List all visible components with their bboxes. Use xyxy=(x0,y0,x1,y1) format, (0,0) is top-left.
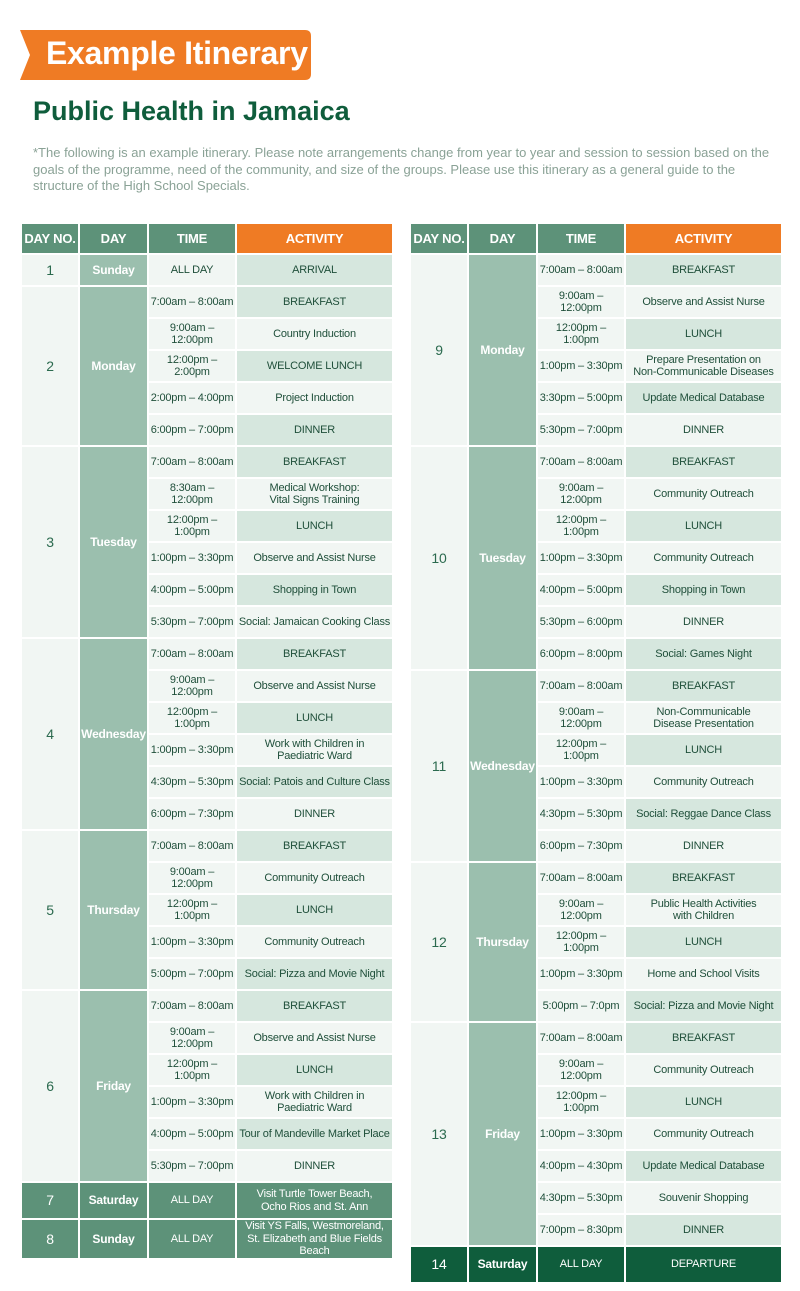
day-number: 2 xyxy=(22,287,78,445)
table-row xyxy=(22,639,392,669)
header-activity: ACTIVITY xyxy=(237,224,392,253)
table-row xyxy=(22,287,392,317)
day-number: 11 xyxy=(411,671,467,861)
activity-cell: Observe and Assist Nurse xyxy=(237,671,392,701)
time-cell: 1:00pm – 3:30pm xyxy=(149,543,235,573)
time-cell: 5:00pm – 7:0pm xyxy=(538,991,624,1021)
table-row xyxy=(411,255,781,285)
activity-cell: Community Outreach xyxy=(237,927,392,957)
activity-cell: WELCOME LUNCH xyxy=(237,351,392,381)
activity-cell: Visit Turtle Tower Beach, Ocho Rios and St. Ann xyxy=(237,1183,392,1218)
activity-cell: Observe and Assist Nurse xyxy=(626,287,781,317)
time-cell: 5:30pm – 7:00pm xyxy=(538,415,624,445)
time-cell: 1:00pm – 3:30pm xyxy=(149,735,235,765)
time-cell: 8:30am – 12:00pm xyxy=(149,479,235,509)
day-name: Tuesday xyxy=(80,447,147,637)
time-cell: 7:00am – 8:00am xyxy=(149,287,235,317)
day-name: Tuesday xyxy=(469,447,536,669)
activity-cell: LUNCH xyxy=(626,927,781,957)
time-cell: 4:30pm – 5:30pm xyxy=(149,767,235,797)
time-cell: 7:00am – 8:00am xyxy=(149,831,235,861)
day-number: 8 xyxy=(22,1220,78,1258)
page-title: Example Itinerary xyxy=(46,35,308,71)
day-name: Saturday xyxy=(469,1247,536,1282)
activity-cell: DINNER xyxy=(626,1215,781,1245)
activity-cell: DINNER xyxy=(237,1151,392,1181)
activity-cell: BREAKFAST xyxy=(237,639,392,669)
activity-cell: BREAKFAST xyxy=(237,831,392,861)
day-number: 9 xyxy=(411,255,467,445)
time-cell: 1:00pm – 3:30pm xyxy=(538,351,624,381)
day-number: 1 xyxy=(22,255,78,285)
activity-cell: Update Medical Database xyxy=(626,383,781,413)
activity-cell: Community Outreach xyxy=(237,863,392,893)
time-cell: ALL DAY xyxy=(149,255,235,285)
time-cell: 9:00am – 12:00pm xyxy=(149,863,235,893)
activity-cell: ARRIVAL xyxy=(237,255,392,285)
time-cell: 6:00pm – 8:00pm xyxy=(538,639,624,669)
activity-cell: DEPARTURE xyxy=(626,1247,781,1282)
time-cell: 7:00am – 8:00am xyxy=(149,639,235,669)
time-cell: 5:30pm – 7:00pm xyxy=(149,607,235,637)
activity-cell: LUNCH xyxy=(237,895,392,925)
table-row xyxy=(22,991,392,1021)
activity-cell: Community Outreach xyxy=(626,1055,781,1085)
time-cell: 5:30pm – 6:00pm xyxy=(538,607,624,637)
time-cell: 5:30pm – 7:00pm xyxy=(149,1151,235,1181)
time-cell: 9:00am – 12:00pm xyxy=(538,895,624,925)
activity-cell: Update Medical Database xyxy=(626,1151,781,1181)
activity-cell: Project Induction xyxy=(237,383,392,413)
time-cell: 6:00pm – 7:30pm xyxy=(538,831,624,861)
time-cell: 12:00pm – 1:00pm xyxy=(538,927,624,957)
time-cell: 12:00pm – 1:00pm xyxy=(149,1055,235,1085)
time-cell: 12:00pm – 1:00pm xyxy=(149,703,235,733)
activity-cell: BREAKFAST xyxy=(626,447,781,477)
activity-cell: Souvenir Shopping xyxy=(626,1183,781,1213)
table-row xyxy=(411,1247,781,1282)
activity-cell: Community Outreach xyxy=(626,543,781,573)
time-cell: 7:00pm – 8:30pm xyxy=(538,1215,624,1245)
activity-cell: LUNCH xyxy=(237,703,392,733)
day-number: 3 xyxy=(22,447,78,637)
time-cell: 12:00pm – 1:00pm xyxy=(538,511,624,541)
time-cell: 4:30pm – 5:30pm xyxy=(538,799,624,829)
activity-cell: BREAKFAST xyxy=(626,1023,781,1053)
activity-cell: DINNER xyxy=(237,415,392,445)
time-cell: ALL DAY xyxy=(149,1183,235,1218)
time-cell: 9:00am – 12:00pm xyxy=(149,319,235,349)
day-name: Friday xyxy=(80,991,147,1181)
day-name: Monday xyxy=(469,255,536,445)
activity-cell: Social: Pizza and Movie Night xyxy=(626,991,781,1021)
day-number: 4 xyxy=(22,639,78,829)
header-day: DAY xyxy=(469,224,536,253)
activity-cell: Work with Children in Paediatric Ward xyxy=(237,1087,392,1117)
table-row xyxy=(411,671,781,701)
activity-cell: BREAKFAST xyxy=(626,255,781,285)
activity-cell: Social: Jamaican Cooking Class xyxy=(237,607,392,637)
program-title: Public Health in Jamaica xyxy=(33,96,350,126)
time-cell: 6:00pm – 7:00pm xyxy=(149,415,235,445)
activity-cell: LUNCH xyxy=(626,1087,781,1117)
time-cell: 4:00pm – 5:00pm xyxy=(538,575,624,605)
time-cell: 7:00am – 8:00am xyxy=(149,447,235,477)
activity-cell: BREAKFAST xyxy=(237,287,392,317)
time-cell: 2:00pm – 4:00pm xyxy=(149,383,235,413)
table-row xyxy=(22,1183,392,1218)
header-time: TIME xyxy=(149,224,235,253)
header-day-no: DAY NO. xyxy=(22,224,78,253)
day-number: 14 xyxy=(411,1247,467,1282)
time-cell: 7:00am – 8:00am xyxy=(538,255,624,285)
time-cell: ALL DAY xyxy=(538,1247,624,1282)
day-name: Monday xyxy=(80,287,147,445)
activity-cell: Community Outreach xyxy=(626,767,781,797)
header-activity: ACTIVITY xyxy=(626,224,781,253)
time-cell: 9:00am – 12:00pm xyxy=(538,1055,624,1085)
day-name: Saturday xyxy=(80,1183,147,1218)
time-cell: 3:30pm – 5:00pm xyxy=(538,383,624,413)
day-name: Thursday xyxy=(469,863,536,1021)
time-cell: 6:00pm – 7:30pm xyxy=(149,799,235,829)
time-cell: 12:00pm – 1:00pm xyxy=(538,1087,624,1117)
day-name: Sunday xyxy=(80,255,147,285)
activity-cell: Home and School Visits xyxy=(626,959,781,989)
activity-cell: DINNER xyxy=(626,607,781,637)
activity-cell: LUNCH xyxy=(626,735,781,765)
activity-cell: Community Outreach xyxy=(626,479,781,509)
day-name: Thursday xyxy=(80,831,147,989)
time-cell: 12:00pm – 1:00pm xyxy=(149,511,235,541)
header-time: TIME xyxy=(538,224,624,253)
activity-cell: DINNER xyxy=(626,415,781,445)
time-cell: 12:00pm – 1:00pm xyxy=(538,319,624,349)
time-cell: 7:00am – 8:00am xyxy=(538,1023,624,1053)
day-number: 6 xyxy=(22,991,78,1181)
activity-cell: Social: Pizza and Movie Night xyxy=(237,959,392,989)
table-header xyxy=(411,224,781,253)
activity-cell: Prepare Presentation on Non-Communicable Diseases xyxy=(626,351,781,381)
time-cell: ALL DAY xyxy=(149,1220,235,1258)
activity-cell: LUNCH xyxy=(237,511,392,541)
activity-cell: Shopping in Town xyxy=(626,575,781,605)
activity-cell: Non-Communicable Disease Presentation xyxy=(626,703,781,733)
day-name: Friday xyxy=(469,1023,536,1245)
activity-cell: BREAKFAST xyxy=(237,991,392,1021)
activity-cell: Social: Patois and Culture Class xyxy=(237,767,392,797)
day-name: Sunday xyxy=(80,1220,147,1258)
time-cell: 1:00pm – 3:30pm xyxy=(149,1087,235,1117)
time-cell: 7:00am – 8:00am xyxy=(538,671,624,701)
time-cell: 1:00pm – 3:30pm xyxy=(538,1119,624,1149)
time-cell: 9:00am – 12:00pm xyxy=(149,1023,235,1053)
activity-cell: BREAKFAST xyxy=(626,671,781,701)
day-number: 10 xyxy=(411,447,467,669)
title-banner xyxy=(20,30,311,80)
table-row xyxy=(22,831,392,861)
time-cell: 12:00pm – 1:00pm xyxy=(149,895,235,925)
table-header xyxy=(22,224,392,253)
itinerary-body-left xyxy=(22,255,392,1258)
day-name: Wednesday xyxy=(469,671,536,861)
table-row xyxy=(22,447,392,477)
time-cell: 1:00pm – 3:30pm xyxy=(149,927,235,957)
day-number: 7 xyxy=(22,1183,78,1218)
time-cell: 12:00pm – 1:00pm xyxy=(538,735,624,765)
activity-cell: Work with Children in Paediatric Ward xyxy=(237,735,392,765)
activity-cell: Observe and Assist Nurse xyxy=(237,543,392,573)
time-cell: 4:00pm – 5:00pm xyxy=(149,1119,235,1149)
itinerary-table-left xyxy=(20,222,394,1260)
activity-cell: DINNER xyxy=(237,799,392,829)
activity-cell: Medical Workshop: Vital Signs Training xyxy=(237,479,392,509)
activity-cell: Social: Reggae Dance Class xyxy=(626,799,781,829)
time-cell: 4:30pm – 5:30pm xyxy=(538,1183,624,1213)
intro-note: *The following is an example itinerary. Please note arrangements change from year to year and session to session based on the goals of the programme, need of the community, and size of the groups. Please use this itinerary as a general guide to the structure of the High School Specials. xyxy=(33,145,770,193)
table-row xyxy=(22,1220,392,1258)
activity-cell: BREAKFAST xyxy=(626,863,781,893)
day-number: 12 xyxy=(411,863,467,1021)
time-cell: 4:00pm – 4:30pm xyxy=(538,1151,624,1181)
activity-cell: Country Induction xyxy=(237,319,392,349)
activity-cell: LUNCH xyxy=(237,1055,392,1085)
activity-cell: Shopping in Town xyxy=(237,575,392,605)
activity-cell: LUNCH xyxy=(626,319,781,349)
table-row xyxy=(22,255,392,285)
activity-cell: Community Outreach xyxy=(626,1119,781,1149)
table-row xyxy=(411,1023,781,1053)
table-row xyxy=(411,447,781,477)
time-cell: 9:00am – 12:00pm xyxy=(538,703,624,733)
activity-cell: DINNER xyxy=(626,831,781,861)
time-cell: 7:00am – 8:00am xyxy=(538,863,624,893)
header-day-no: DAY NO. xyxy=(411,224,467,253)
itinerary-table-right xyxy=(409,222,783,1284)
day-name: Wednesday xyxy=(80,639,147,829)
time-cell: 7:00am – 8:00am xyxy=(149,991,235,1021)
time-cell: 9:00am – 12:00pm xyxy=(149,671,235,701)
day-number: 5 xyxy=(22,831,78,989)
activity-cell: Social: Games Night xyxy=(626,639,781,669)
activity-cell: BREAKFAST xyxy=(237,447,392,477)
time-cell: 1:00pm – 3:30pm xyxy=(538,959,624,989)
time-cell: 1:00pm – 3:30pm xyxy=(538,767,624,797)
activity-cell: Visit YS Falls, Westmoreland, St. Elizabeth and Blue Fields Beach xyxy=(237,1220,392,1258)
time-cell: 5:00pm – 7:00pm xyxy=(149,959,235,989)
table-row xyxy=(411,863,781,893)
activity-cell: LUNCH xyxy=(626,511,781,541)
activity-cell: Tour of Mandeville Market Place xyxy=(237,1119,392,1149)
time-cell: 7:00am – 8:00am xyxy=(538,447,624,477)
time-cell: 9:00am – 12:00pm xyxy=(538,287,624,317)
time-cell: 4:00pm – 5:00pm xyxy=(149,575,235,605)
time-cell: 9:00am – 12:00pm xyxy=(538,479,624,509)
activity-cell: Public Health Activities with Children xyxy=(626,895,781,925)
activity-cell: Observe and Assist Nurse xyxy=(237,1023,392,1053)
time-cell: 1:00pm – 3:30pm xyxy=(538,543,624,573)
day-number: 13 xyxy=(411,1023,467,1245)
itinerary-body-right xyxy=(411,255,781,1282)
time-cell: 12:00pm – 2:00pm xyxy=(149,351,235,381)
header-day: DAY xyxy=(80,224,147,253)
